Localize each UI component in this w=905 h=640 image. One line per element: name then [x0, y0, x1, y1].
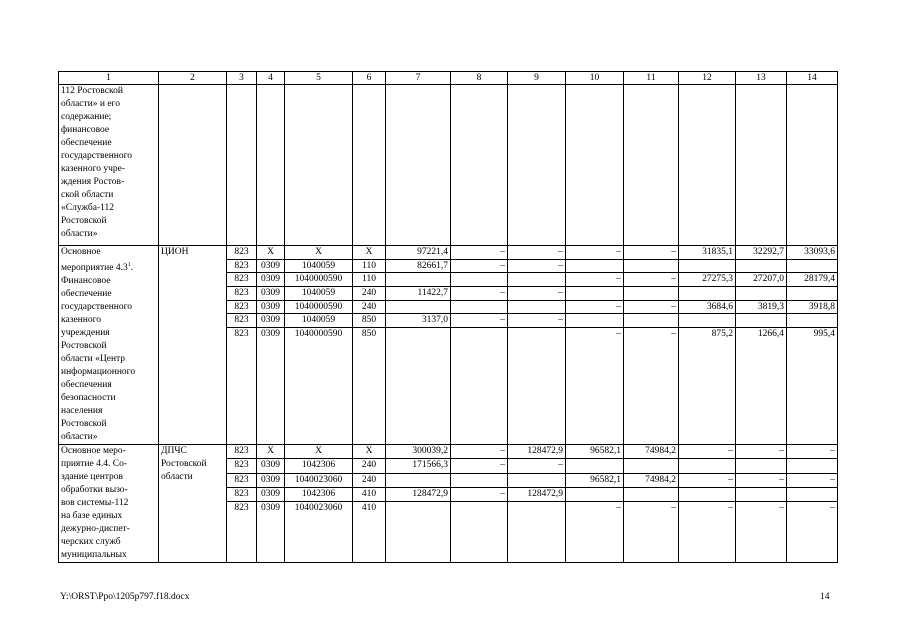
text-line: мероприятие 4.3 [61, 263, 128, 274]
text-line: ДПЧС [161, 446, 187, 457]
data-cell: 850 [353, 314, 386, 328]
text-line: государственного [61, 302, 133, 313]
data-cell: 1040059 [285, 287, 353, 301]
data-cell [679, 287, 736, 301]
data-cell: 0309 [257, 459, 285, 473]
data-cell: 823 [227, 287, 257, 301]
header-cell: 14 [787, 72, 838, 85]
text-line: Ростовской [161, 459, 207, 470]
data-cell [386, 273, 451, 287]
data-cell: 1040000590 [285, 273, 353, 287]
text-line: казенного [61, 315, 101, 326]
data-cell: 240 [353, 300, 386, 314]
empty-cell [679, 85, 736, 246]
data-cell: – [508, 246, 566, 260]
data-cell: 74984,2 [624, 473, 679, 487]
data-cell [624, 259, 679, 273]
data-cell: – [566, 273, 624, 287]
data-cell: 0309 [257, 273, 285, 287]
data-cell: 1040059 [285, 259, 353, 273]
text-line: Ростовской [61, 341, 107, 352]
data-cell: – [451, 246, 508, 260]
data-cell: Х [257, 445, 285, 459]
data-cell: – [679, 501, 736, 562]
data-cell: 82661,7 [386, 259, 451, 273]
data-cell [624, 459, 679, 473]
data-cell: – [624, 246, 679, 260]
executor-cell: ЦИОН [159, 246, 227, 445]
header-cell: 3 [227, 72, 257, 85]
data-cell: 27275,3 [679, 273, 736, 287]
empty-cell [624, 85, 679, 246]
text-line: Финансовое [61, 276, 111, 287]
data-cell [679, 487, 736, 501]
data-cell: – [508, 259, 566, 273]
data-cell: 823 [227, 487, 257, 501]
data-cell: – [451, 459, 508, 473]
text-line: безопасности [61, 393, 116, 404]
text-line: области «Центр [61, 354, 126, 365]
data-cell: 1266,4 [736, 328, 787, 445]
text-line: населения [61, 406, 103, 417]
text-line: 112 Ростовской [61, 86, 123, 96]
data-cell: 3918,8 [787, 300, 838, 314]
data-cell: Х [353, 246, 386, 260]
data-cell: 410 [353, 501, 386, 562]
data-cell: 1042306 [285, 487, 353, 501]
text-line: Основное меро- [61, 446, 126, 457]
data-cell [787, 459, 838, 473]
text-line: учреждения [61, 328, 110, 339]
data-cell [736, 459, 787, 473]
data-cell: 31835,1 [679, 246, 736, 260]
data-cell: 823 [227, 273, 257, 287]
table-row [59, 445, 838, 459]
data-cell: 0309 [257, 473, 285, 487]
data-cell: 1040059 [285, 314, 353, 328]
data-cell: 3684,6 [679, 300, 736, 314]
data-cell: – [451, 445, 508, 459]
data-cell: 850 [353, 328, 386, 445]
header-cell: 5 [285, 72, 353, 85]
data-cell: Х [257, 246, 285, 260]
empty-cell [566, 85, 624, 246]
header-cell: 6 [353, 72, 386, 85]
data-cell [736, 259, 787, 273]
data-cell [508, 473, 566, 487]
data-cell: – [624, 300, 679, 314]
text-line: области» и его [61, 99, 120, 109]
data-cell [679, 459, 736, 473]
data-cell [624, 314, 679, 328]
data-cell: 823 [227, 445, 257, 459]
data-cell: 1040023060 [285, 473, 353, 487]
data-cell: 0309 [257, 328, 285, 445]
empty-cell [285, 85, 353, 246]
data-cell [508, 328, 566, 445]
data-cell [624, 287, 679, 301]
data-cell [451, 273, 508, 287]
text-line: ской области [61, 190, 114, 200]
data-cell: 0309 [257, 259, 285, 273]
empty-cell [787, 85, 838, 246]
data-cell: 823 [227, 246, 257, 260]
data-cell: – [451, 287, 508, 301]
data-cell: – [624, 328, 679, 445]
header-cell: 7 [386, 72, 451, 85]
data-cell [451, 328, 508, 445]
data-cell [787, 259, 838, 273]
data-cell [624, 487, 679, 501]
data-cell: 96582,1 [566, 473, 624, 487]
text-line: черских служб [61, 537, 121, 548]
data-cell: – [451, 314, 508, 328]
data-cell: 0309 [257, 501, 285, 562]
data-cell: – [566, 328, 624, 445]
data-cell: 875,2 [679, 328, 736, 445]
data-cell: 11422,7 [386, 287, 451, 301]
data-cell: – [736, 445, 787, 459]
text-line: муниципальных [61, 550, 127, 561]
data-cell: Х [353, 445, 386, 459]
data-cell: 97221,4 [386, 246, 451, 260]
data-cell [679, 259, 736, 273]
data-cell: – [451, 259, 508, 273]
data-cell [386, 328, 451, 445]
data-cell: 1042306 [285, 459, 353, 473]
data-cell: 32292,7 [736, 246, 787, 260]
data-cell: 33093,6 [787, 246, 838, 260]
data-cell: – [508, 287, 566, 301]
text-line: финансовое [61, 125, 110, 135]
data-cell: 0309 [257, 300, 285, 314]
empty-cell [353, 85, 386, 246]
data-cell: 823 [227, 259, 257, 273]
data-cell: 110 [353, 273, 386, 287]
data-cell: 3137,0 [386, 314, 451, 328]
text-line: области» [61, 229, 98, 239]
header-cell: 8 [451, 72, 508, 85]
measure-name-cell [59, 85, 159, 246]
data-cell: 0309 [257, 487, 285, 501]
data-cell [566, 314, 624, 328]
text-line: обработки вызо- [61, 485, 128, 496]
data-cell: 27207,0 [736, 273, 787, 287]
data-cell: – [787, 445, 838, 459]
text-line: Ростовской [61, 419, 107, 430]
data-cell: 1040000590 [285, 328, 353, 445]
data-cell: 28179,4 [787, 273, 838, 287]
text-line: государственного [61, 151, 133, 161]
measure-name-cell [59, 246, 159, 445]
text-line: казенного учре- [61, 164, 126, 174]
data-cell: 74984,2 [624, 445, 679, 459]
data-cell: 823 [227, 473, 257, 487]
superscript: 1 [127, 262, 131, 268]
page-number: 14 [820, 592, 830, 602]
data-cell: – [451, 487, 508, 501]
data-cell [736, 487, 787, 501]
data-cell [736, 314, 787, 328]
data-cell [508, 501, 566, 562]
data-cell: 240 [353, 473, 386, 487]
data-cell: – [624, 501, 679, 562]
text-line: информационного [61, 367, 136, 378]
data-cell [566, 259, 624, 273]
text-line: Основное [61, 247, 101, 257]
data-cell [508, 300, 566, 314]
empty-cell [257, 85, 285, 246]
empty-cell [451, 85, 508, 246]
data-cell: 110 [353, 259, 386, 273]
text-line: Ростовской [61, 216, 107, 226]
data-cell: – [508, 314, 566, 328]
text-line: ждения Ростов- [61, 177, 125, 187]
data-cell: – [787, 501, 838, 562]
data-cell: – [566, 501, 624, 562]
data-cell: – [679, 473, 736, 487]
data-cell [508, 273, 566, 287]
text-line: дежурно-диспет- [61, 524, 130, 535]
table-row [59, 246, 838, 260]
data-cell: 0309 [257, 314, 285, 328]
header-cell: 4 [257, 72, 285, 85]
data-cell: 823 [227, 300, 257, 314]
empty-cell [508, 85, 566, 246]
data-cell: – [736, 473, 787, 487]
data-cell: 128472,9 [508, 487, 566, 501]
data-cell: 823 [227, 314, 257, 328]
data-cell: 995,4 [787, 328, 838, 445]
data-cell [679, 314, 736, 328]
empty-cell [227, 85, 257, 246]
data-cell: 823 [227, 459, 257, 473]
text-line: здание центров [61, 472, 124, 483]
header-cell: 12 [679, 72, 736, 85]
data-cell: – [624, 273, 679, 287]
data-cell: 1040023060 [285, 501, 353, 562]
data-cell: 823 [227, 501, 257, 562]
data-cell [386, 300, 451, 314]
data-cell [451, 300, 508, 314]
text-line: приятие 4.4. Со- [61, 459, 127, 470]
data-cell: – [566, 300, 624, 314]
data-cell [787, 314, 838, 328]
header-cell: 9 [508, 72, 566, 85]
data-cell: 240 [353, 459, 386, 473]
text-line: на базе единых [61, 511, 123, 522]
header-cell: 13 [736, 72, 787, 85]
data-cell: 1040000590 [285, 300, 353, 314]
header-cell: 10 [566, 72, 624, 85]
data-cell [736, 287, 787, 301]
data-cell: – [508, 459, 566, 473]
data-cell [451, 473, 508, 487]
data-cell: – [787, 473, 838, 487]
data-cell: 0309 [257, 287, 285, 301]
header-cell: 1 [59, 72, 159, 85]
header-cell: 2 [159, 72, 227, 85]
data-cell: 128472,9 [508, 445, 566, 459]
text-line: обеспечение [61, 138, 112, 148]
data-cell: 823 [227, 328, 257, 445]
text-line: вов системы-112 [61, 498, 129, 509]
text-line: области [161, 472, 193, 483]
data-cell: – [736, 501, 787, 562]
data-cell [566, 459, 624, 473]
data-cell: 300039,2 [386, 445, 451, 459]
measure-name-cell [59, 445, 159, 563]
empty-cell [386, 85, 451, 246]
data-cell [787, 287, 838, 301]
empty-cell [736, 85, 787, 246]
data-cell: 240 [353, 287, 386, 301]
text-line: «Служба-112 [61, 203, 115, 213]
data-cell [451, 501, 508, 562]
text-line: области» [61, 432, 98, 443]
table-row [59, 85, 838, 246]
data-cell: 96582,1 [566, 445, 624, 459]
empty-cell [159, 85, 227, 246]
file-path: Y:\ORST\Ppo\1205p797.f18.docx [60, 592, 190, 602]
data-cell [566, 487, 624, 501]
data-cell: 3819,3 [736, 300, 787, 314]
data-cell [787, 487, 838, 501]
data-cell: 128472,9 [386, 487, 451, 501]
data-cell: Х [285, 445, 353, 459]
text-line: обеспечения [61, 380, 112, 391]
data-cell: Х [285, 246, 353, 260]
superscript-suffix: . [130, 263, 134, 274]
header-cell: 11 [624, 72, 679, 85]
data-cell [386, 501, 451, 562]
text-line: обеспечение [61, 289, 112, 300]
data-cell [566, 287, 624, 301]
data-cell [386, 473, 451, 487]
data-cell: – [566, 246, 624, 260]
text-line: содержание; [61, 112, 112, 122]
data-cell: – [679, 445, 736, 459]
data-cell: 410 [353, 487, 386, 501]
budget-table [58, 71, 838, 563]
data-cell: 171566,3 [386, 459, 451, 473]
executor-cell [159, 445, 227, 563]
header-row [59, 72, 838, 85]
